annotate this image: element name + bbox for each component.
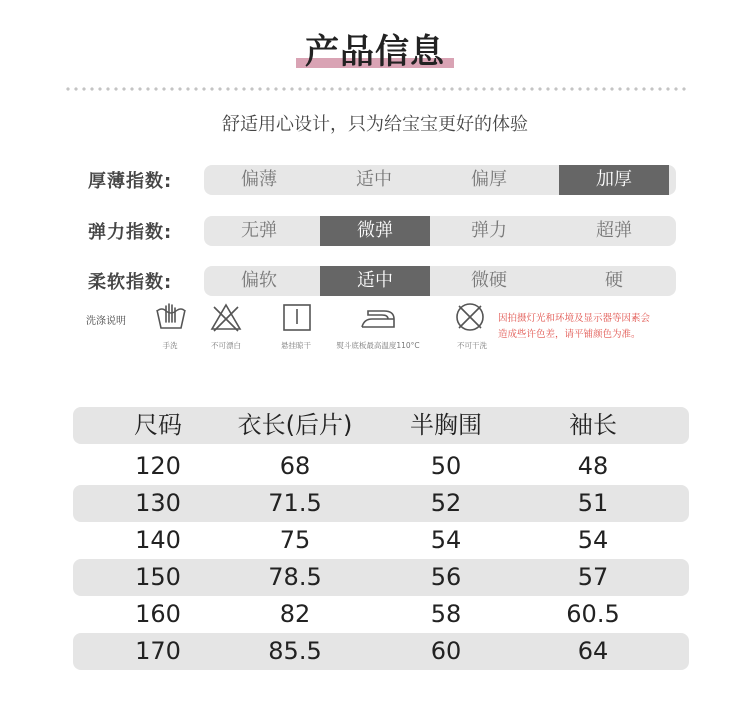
index-option-selected: 适中 — [320, 266, 430, 296]
table-cell: 57 — [577, 563, 609, 591]
index-bar — [204, 165, 676, 195]
index-option: 超弹 — [596, 220, 632, 241]
table-cell: 52 — [430, 489, 462, 517]
no-wash-icon — [453, 300, 487, 334]
color-disclaimer-line: 因拍摄灯光和环境及显示器等因素会 — [498, 313, 651, 324]
table-cell: 120 — [135, 452, 181, 480]
table-cell: 170 — [135, 637, 181, 665]
table-header-cell: 半胸围 — [410, 411, 482, 439]
index-option: 无弹 — [241, 220, 277, 241]
dotted-divider — [64, 87, 686, 91]
index-label: 厚薄指数: — [88, 171, 173, 192]
table-row — [73, 633, 689, 670]
table-header-row — [73, 407, 689, 444]
table-header-cell: 袖长 — [569, 411, 617, 439]
index-option: 硬 — [605, 270, 623, 291]
table-row — [73, 485, 689, 522]
table-cell: 130 — [135, 489, 181, 517]
care-caption: 手洗 — [162, 341, 178, 350]
table-cell: 60.5 — [566, 600, 620, 628]
index-option: 偏软 — [241, 270, 277, 291]
table-cell: 48 — [577, 452, 609, 480]
table-row — [73, 448, 689, 485]
index-label: 柔软指数: — [88, 272, 173, 293]
care-caption: 不可漂白 — [211, 341, 241, 350]
title-block — [0, 14, 750, 74]
table-cell: 54 — [430, 526, 462, 554]
table-cell: 68 — [279, 452, 311, 480]
table-cell: 71.5 — [268, 489, 322, 517]
table-cell: 60 — [430, 637, 462, 665]
table-cell: 150 — [135, 563, 181, 591]
index-option-selected: 加厚 — [559, 165, 669, 195]
thickness-index-row — [88, 165, 688, 195]
table-cell: 54 — [577, 526, 609, 554]
care-instructions — [66, 296, 690, 354]
color-disclaimer-line: 造成些许色差，请平铺颜色为准。 — [498, 329, 641, 340]
elasticity-index-row — [88, 216, 688, 246]
care-caption: 悬挂晾干 — [281, 341, 311, 350]
table-cell: 82 — [279, 600, 311, 628]
table-cell: 51 — [577, 489, 609, 517]
index-option: 弹力 — [471, 220, 507, 241]
index-bar — [204, 266, 676, 296]
table-row — [73, 522, 689, 559]
table-cell: 64 — [577, 637, 609, 665]
index-option: 偏薄 — [241, 169, 277, 190]
iron-icon — [358, 302, 398, 332]
care-caption: 熨斗底板最高温度110°C — [336, 341, 420, 350]
table-header-cell: 衣长(后片) — [237, 411, 353, 439]
softness-index-row — [88, 266, 688, 296]
care-title: 洗涤说明 — [86, 316, 126, 327]
table-cell: 50 — [430, 452, 462, 480]
table-header-cell: 尺码 — [134, 411, 182, 439]
table-cell: 56 — [430, 563, 462, 591]
care-item-iron — [328, 302, 428, 352]
index-label: 弹力指数: — [88, 222, 173, 243]
hang-dry-icon — [280, 302, 314, 332]
page-subtitle: 舒适用心设计，只为给宝宝更好的体验 — [222, 114, 528, 135]
no-bleach-icon — [209, 302, 243, 332]
table-cell: 140 — [135, 526, 181, 554]
index-option-selected: 微弹 — [320, 216, 430, 246]
index-option: 偏厚 — [471, 169, 507, 190]
care-caption: 不可干洗 — [457, 341, 487, 350]
color-disclaimer — [498, 311, 694, 343]
table-cell: 78.5 — [268, 563, 322, 591]
table-row — [73, 559, 689, 596]
index-option: 适中 — [356, 169, 392, 190]
table-cell: 160 — [135, 600, 181, 628]
index-bar — [204, 216, 676, 246]
table-cell: 75 — [279, 526, 311, 554]
page-title: 产品信息 — [305, 32, 445, 72]
index-option: 微硬 — [471, 270, 507, 291]
table-row — [73, 596, 689, 633]
table-cell: 58 — [430, 600, 462, 628]
table-cell: 85.5 — [268, 637, 322, 665]
